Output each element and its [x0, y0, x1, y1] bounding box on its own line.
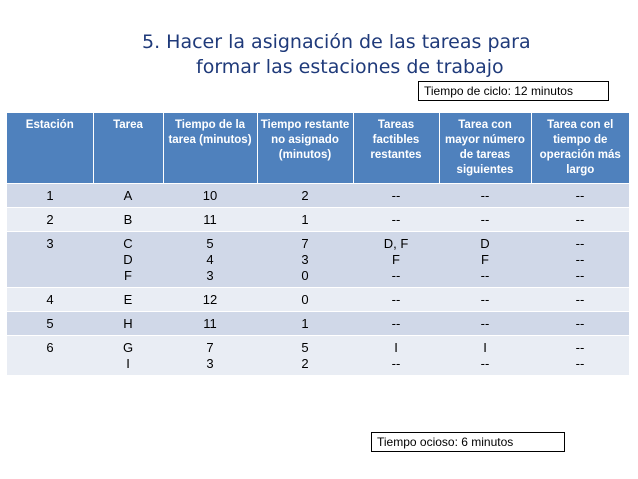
cell-line: 3 — [46, 236, 54, 251]
table-cell-estacion — [7, 232, 93, 288]
table-cell-tiempo-tarea — [163, 288, 257, 312]
table-row — [7, 288, 629, 312]
table-cell-estacion — [7, 312, 93, 336]
cell-line: 2 — [46, 212, 54, 227]
table-row — [7, 336, 629, 376]
cell-line: 10 — [202, 188, 218, 203]
cell-line: 3 — [206, 356, 214, 371]
cell-line: -- — [391, 356, 401, 371]
station-assignment-table — [7, 113, 629, 375]
header-tiempo-restante: Tiempo restante no asignado (minutos) — [257, 113, 353, 184]
header-tarea: Tarea — [93, 113, 163, 184]
table-cell-tiempo-mas-largo — [531, 184, 629, 208]
table-cell-tiempo-mas-largo — [531, 336, 629, 376]
table-cell-tareas-factibles — [353, 312, 439, 336]
cell-line: 3 — [301, 252, 309, 267]
table-cell-tareas-factibles — [353, 288, 439, 312]
idle-time-note: Tiempo ocioso: 6 minutos — [371, 432, 565, 452]
cell-line: 2 — [301, 188, 309, 203]
cell-line: I — [126, 356, 130, 371]
cell-line: 5 — [46, 316, 54, 331]
table-row — [7, 232, 629, 288]
table-cell-mayor-siguientes — [439, 312, 531, 336]
cell-line: -- — [480, 212, 490, 227]
table-cell-mayor-siguientes — [439, 336, 531, 376]
table-cell-tiempo-tarea — [163, 184, 257, 208]
cell-line: I — [483, 340, 487, 355]
cell-line: E — [123, 292, 133, 307]
cell-line: -- — [480, 188, 490, 203]
table-cell-estacion — [7, 336, 93, 376]
header-tareas-factibles: Tareas factibles restantes — [353, 113, 439, 184]
table-cell-tiempo-restante — [257, 232, 353, 288]
table-cell-tiempo-tarea — [163, 208, 257, 232]
cell-line: -- — [575, 316, 585, 331]
header-tiempo-tarea: Tiempo de la tarea (minutos) — [163, 113, 257, 184]
table-cell-mayor-siguientes — [439, 232, 531, 288]
table-cell-estacion — [7, 184, 93, 208]
table-cell-tiempo-mas-largo — [531, 288, 629, 312]
cell-line: 1 — [301, 212, 309, 227]
table-header-row — [7, 113, 629, 184]
table-cell-tiempo-restante — [257, 184, 353, 208]
cell-line: -- — [480, 268, 490, 283]
cell-line: 11 — [203, 212, 217, 227]
table-cell-tareas-factibles — [353, 208, 439, 232]
cell-line: I — [394, 340, 398, 355]
table-cell-estacion — [7, 208, 93, 232]
cell-line: 6 — [46, 340, 54, 355]
table-cell-mayor-siguientes — [439, 288, 531, 312]
table-cell-tiempo-tarea — [163, 312, 257, 336]
cell-line: 5 — [301, 340, 309, 355]
cell-line: -- — [575, 356, 585, 371]
cell-line: 1 — [46, 188, 54, 203]
table-cell-tiempo-restante — [257, 312, 353, 336]
table-cell-tarea — [93, 184, 163, 208]
table-cell-tiempo-restante — [257, 288, 353, 312]
cell-line: C — [123, 236, 133, 251]
cell-line: D — [480, 236, 490, 251]
cell-line: -- — [391, 292, 401, 307]
table-cell-tiempo-restante — [257, 208, 353, 232]
cell-line: H — [123, 316, 133, 331]
table-cell-tiempo-tarea — [163, 336, 257, 376]
table-cell-tareas-factibles — [353, 336, 439, 376]
cell-line: -- — [480, 316, 490, 331]
slide-title — [0, 30, 638, 80]
cell-line: G — [122, 340, 134, 355]
slide-title-line-2: formar las estaciones de trabajo — [196, 56, 504, 78]
table-cell-tiempo-mas-largo — [531, 208, 629, 232]
cell-line: -- — [575, 236, 585, 251]
cell-line: B — [123, 212, 133, 227]
cell-line: -- — [575, 292, 585, 307]
header-tiempo-mas-largo: Tarea con el tiempo de operación más largo — [531, 113, 629, 184]
cell-line: 5 — [206, 236, 214, 251]
cell-line: F — [392, 252, 400, 267]
table-cell-tarea — [93, 232, 163, 288]
cell-line: D, F — [383, 236, 409, 251]
cell-line: -- — [575, 212, 585, 227]
cell-line: 4 — [46, 292, 54, 307]
cell-line: 7 — [301, 236, 309, 251]
cycle-time-note: Tiempo de ciclo: 12 minutos — [418, 81, 609, 101]
cell-line: A — [123, 188, 133, 203]
table-row — [7, 312, 629, 336]
cell-line: 4 — [206, 252, 214, 267]
table-cell-tareas-factibles — [353, 232, 439, 288]
table-cell-tiempo-tarea — [163, 232, 257, 288]
cell-line: 3 — [206, 268, 214, 283]
cell-line: 12 — [202, 292, 218, 307]
cell-line: -- — [391, 316, 401, 331]
table-cell-tiempo-mas-largo — [531, 312, 629, 336]
table-cell-tiempo-mas-largo — [531, 232, 629, 288]
slide-title-line-1: 5. Hacer la asignación de las tareas para — [142, 31, 531, 53]
cell-line: 1 — [301, 316, 309, 331]
table-cell-tareas-factibles — [353, 184, 439, 208]
table-row — [7, 208, 629, 232]
cell-line: D — [123, 252, 133, 267]
table-cell-mayor-siguientes — [439, 208, 531, 232]
table-cell-mayor-siguientes — [439, 184, 531, 208]
table-cell-tarea — [93, 312, 163, 336]
header-mayor-siguientes: Tarea con mayor número de tareas siguientes — [439, 113, 531, 184]
cell-line: -- — [575, 252, 585, 267]
table-body — [7, 184, 629, 376]
table-row — [7, 184, 629, 208]
table-cell-tarea — [93, 288, 163, 312]
cell-line: -- — [575, 188, 585, 203]
cell-line: -- — [480, 292, 490, 307]
cell-line: -- — [480, 356, 490, 371]
table-cell-tarea — [93, 208, 163, 232]
cell-line: 7 — [206, 340, 214, 355]
cell-line: -- — [575, 340, 585, 355]
cell-line: -- — [575, 268, 585, 283]
cell-line: 0 — [301, 292, 309, 307]
cell-line: 11 — [203, 316, 217, 331]
cell-line: 2 — [301, 356, 309, 371]
cell-line: -- — [391, 268, 401, 283]
cell-line: 0 — [301, 268, 309, 283]
table-cell-tiempo-restante — [257, 336, 353, 376]
header-estacion: Estación — [7, 113, 93, 184]
cell-line: F — [124, 268, 132, 283]
table-cell-estacion — [7, 288, 93, 312]
table-cell-tarea — [93, 336, 163, 376]
cell-line: -- — [391, 212, 401, 227]
cell-line: F — [481, 252, 489, 267]
cell-line: -- — [391, 188, 401, 203]
